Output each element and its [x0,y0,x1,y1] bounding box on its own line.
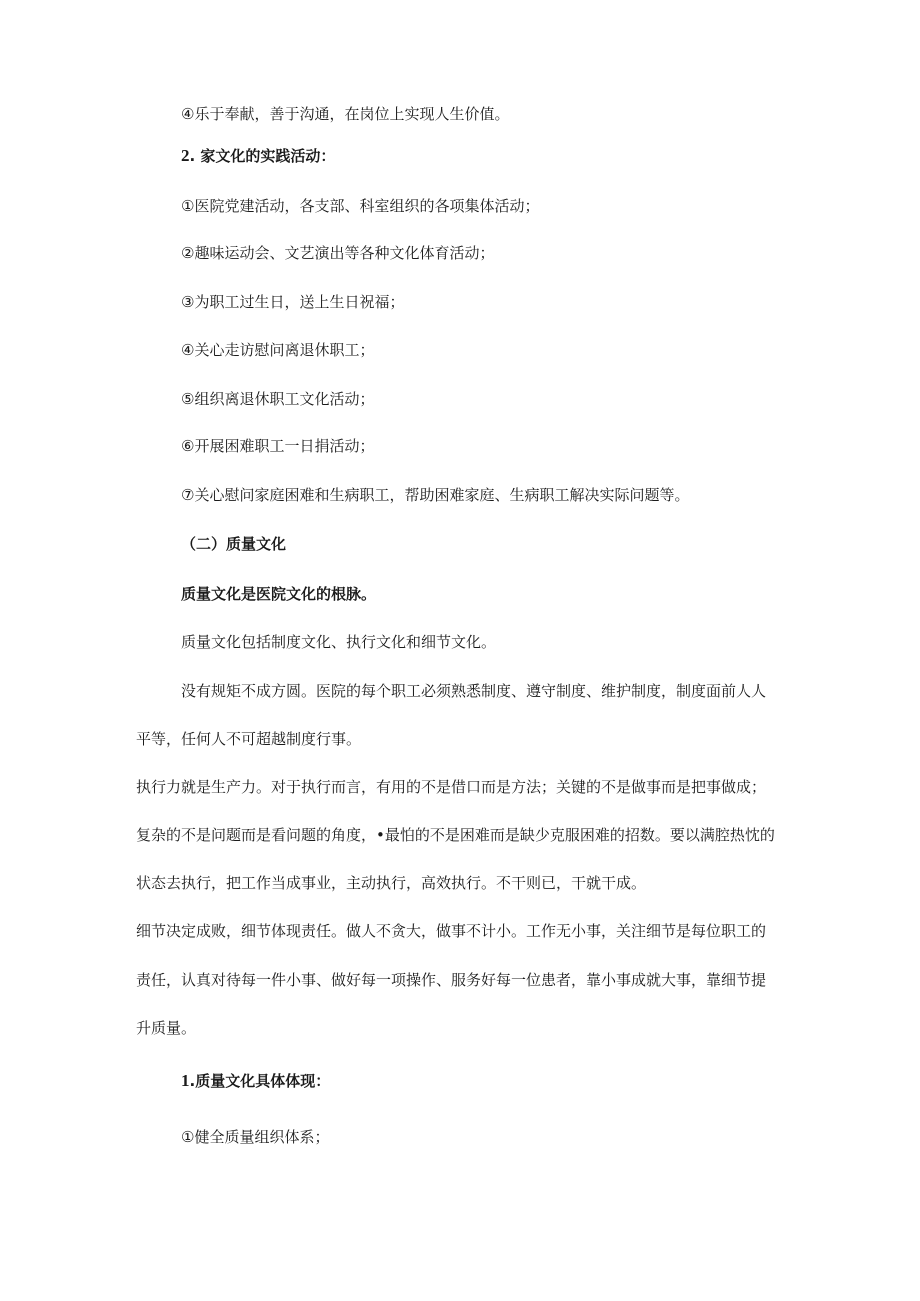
section-heading-quality-embodiment [181,1071,330,1091]
heading-text: .质量文化具体体现： [189,1072,331,1090]
text-line-1: ④乐于奉献，善于沟通，在岗位上实现人生价值。 [181,105,510,123]
paragraph-line: 细节决定成败，细节体现责任。做人不贪大，做事不计小。工作无小事，关注细节是每位职工的 [136,922,767,940]
list-item: ④关心走访慰问离退休职工； [181,341,375,359]
paragraph-line: 复杂的不是问题而是看问题的角度，•最怕的不是困难而是缺少克服困难的招数。要以满腔热忱的 [136,826,775,844]
list-item: ①医院党建活动，各支部、科室组织的各项集体活动； [181,197,540,215]
paragraph-line: 质量文化包括制度文化、执行文化和细节文化。 [181,633,497,651]
section-heading-family-culture [181,146,335,166]
list-item: ①健全质量组织体系； [181,1128,330,1146]
list-item: ⑤组织离退休职工文化活动； [181,390,375,408]
heading-number: 1 [181,1071,190,1090]
emphasis-statement: 质量文化是医院文化的根脉。 [181,585,377,603]
list-item: ②趣味运动会、文艺演出等各种文化体育活动； [181,244,495,262]
list-item: ⑦关心慰问家庭困难和生病职工，帮助困难家庭、生病职工解决实际问题等。 [181,486,690,504]
heading-number: 2 [181,146,190,165]
heading-text: . 家文化的实践活动： [189,147,336,165]
list-item: ③为职工过生日，送上生日祝福； [181,293,405,311]
paragraph-line: 没有规矩不成方圆。医院的每个职工必须熟悉制度、遵守制度、维护制度，制度面前人人 [181,682,767,700]
paragraph-line: 平等，任何人不可超越制度行事。 [136,730,362,748]
paragraph-line: 升质量。 [136,1019,197,1037]
paragraph-line: 责任，认真对待每一件小事、做好每一项操作、服务好每一位患者，靠小事成就大事，靠细节提 [136,971,767,989]
list-item: ⑥开展困难职工一日捐活动； [181,437,375,455]
paragraph-line: 执行力就是生产力。对于执行而言，有用的不是借口而是方法；关键的不是做事而是把事做成； [136,778,767,796]
paragraph-line: 状态去执行，把工作当成事业，主动执行，高效执行。不干则已，干就干成。 [136,874,647,892]
section-heading-quality-culture: （二）质量文化 [181,535,287,553]
